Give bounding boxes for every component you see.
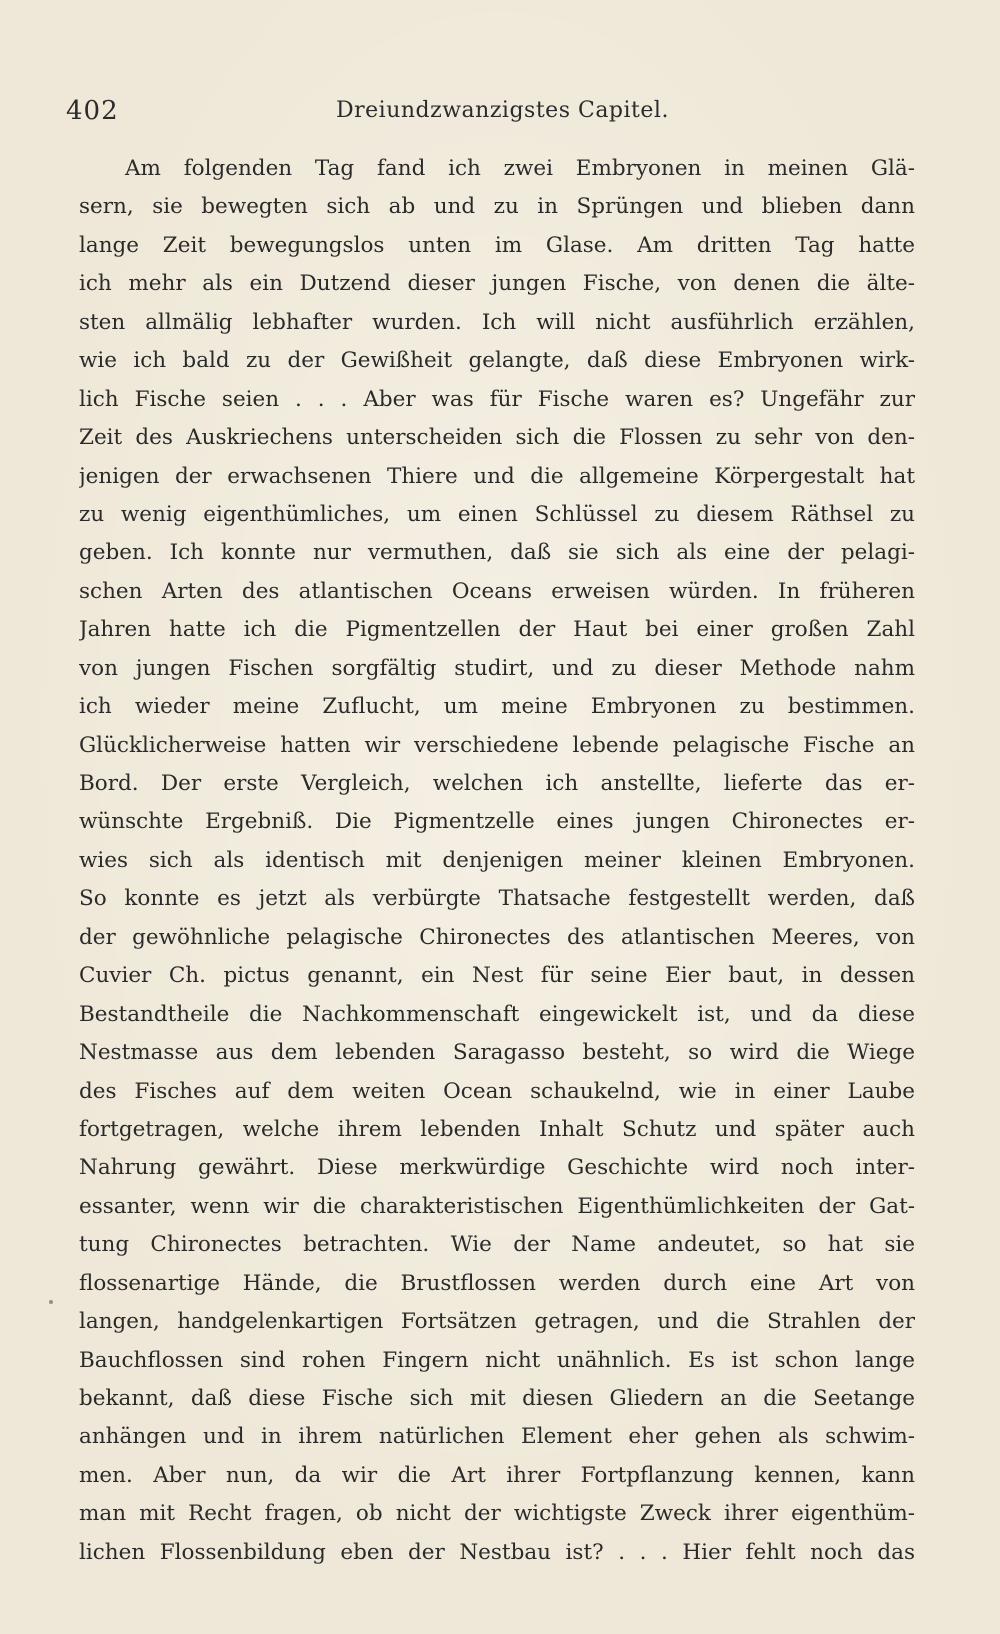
- text-line: des Fisches auf dem weiten Ocean schaukelnd, wie in einer Laube: [79, 1078, 915, 1104]
- text-line: So konnte es jetzt als verbürgte Thatsache festgestellt werden, daß: [79, 886, 915, 912]
- text-line: Bestandtheile die Nachkommenschaft eingewickelt ist, und da diese: [79, 1001, 915, 1027]
- text-line: sten allmälig lebhafter wurden. Ich will nicht ausführlich erzählen,: [79, 309, 915, 335]
- text-line: Zeit des Auskriechens unterscheiden sich die Flossen zu sehr von den-: [79, 425, 915, 451]
- text-line: jenigen der erwachsenen Thiere und die allgemeine Körpergestalt hat: [79, 463, 915, 489]
- body-text: [79, 150, 915, 1572]
- text-line: Glücklicherweise hatten wir verschiedene lebende pelagische Fische an: [79, 732, 915, 758]
- text-line: der gewöhnliche pelagische Chironectes des atlantischen Meeres, von: [79, 924, 915, 950]
- text-line: fortgetragen, welche ihrem lebenden Inhalt Schutz und später auch: [79, 1116, 915, 1142]
- text-line: flossenartige Hände, die Brustflossen werden durch eine Art von: [79, 1270, 915, 1296]
- text-line: lich Fische seien . . . Aber was für Fische waren es? Ungefähr zur: [79, 386, 915, 412]
- text-line: ich wieder meine Zuflucht, um meine Embryonen zu bestimmen.: [79, 694, 915, 720]
- running-head: Dreiundzwanzigstes Capitel.: [336, 98, 669, 123]
- text-line: Am folgenden Tag fand ich zwei Embryonen in meinen Glä-: [125, 156, 915, 181]
- text-line: lichen Flossenbildung eben der Nestbau ist? . . . Hier fehlt noch das: [79, 1539, 915, 1565]
- text-line: tung Chironectes betrachten. Wie der Name andeutet, so hat sie: [79, 1232, 915, 1258]
- text-line: geben. Ich konnte nur vermuthen, daß sie sich als eine der pelagi-: [79, 540, 915, 566]
- text-line: Bauchflossen sind rohen Fingern nicht unähnlich. Es ist schon lange: [79, 1347, 915, 1373]
- text-line: men. Aber nun, da wir die Art ihrer Fortpflanzung kennen, kann: [79, 1462, 915, 1488]
- print-speck: [49, 1300, 53, 1304]
- text-line: wie ich bald zu der Gewißheit gelangte, daß diese Embryonen wirk-: [79, 348, 915, 374]
- text-line: anhängen und in ihrem natürlichen Element eher gehen als schwim-: [79, 1424, 915, 1450]
- text-line: wies sich als identisch mit denjenigen meiner kleinen Embryonen.: [79, 847, 915, 873]
- text-line: langen, handgelenkartigen Fortsätzen getragen, und die Strahlen der: [79, 1309, 915, 1335]
- text-line: sern, sie bewegten sich ab und zu in Sprüngen und blieben dann: [79, 194, 915, 220]
- page-number: 402: [66, 96, 119, 126]
- text-line: Bord. Der erste Vergleich, welchen ich anstellte, lieferte das er-: [79, 771, 915, 796]
- text-line: man mit Recht fragen, ob nicht der wichtigste Zweck ihrer eigenthüm-: [79, 1501, 915, 1527]
- text-line: schen Arten des atlantischen Oceans erweisen würden. In früheren: [79, 578, 915, 604]
- text-line: essanter, wenn wir die charakteristischen Eigenthümlichkeiten der Gat-: [79, 1193, 915, 1219]
- page-header: [66, 96, 916, 132]
- text-line: Cuvier Ch. pictus genannt, ein Nest für seine Eier baut, in dessen: [79, 963, 915, 989]
- text-line: zu wenig eigenthümliches, um einen Schlüssel zu diesem Räthsel zu: [79, 501, 915, 527]
- text-line: Nestmasse aus dem lebenden Saragasso besteht, so wird die Wiege: [79, 1040, 915, 1066]
- text-line: Jahren hatte ich die Pigmentzellen der Haut bei einer großen Zahl: [79, 617, 915, 643]
- text-line: wünschte Ergebniß. Die Pigmentzelle eines jungen Chironectes er-: [79, 809, 915, 835]
- text-line: ich mehr als ein Dutzend dieser jungen Fische, von denen die älte-: [79, 271, 915, 297]
- text-line: bekannt, daß diese Fische sich mit diesen Gliedern an die Seetange: [79, 1386, 915, 1411]
- text-line: lange Zeit bewegungslos unten im Glase. Am dritten Tag hatte: [79, 232, 915, 258]
- text-line: von jungen Fischen sorgfältig studirt, und zu dieser Methode nahm: [79, 655, 915, 681]
- text-line: Nahrung gewährt. Diese merkwürdige Geschichte wird noch inter-: [79, 1155, 915, 1181]
